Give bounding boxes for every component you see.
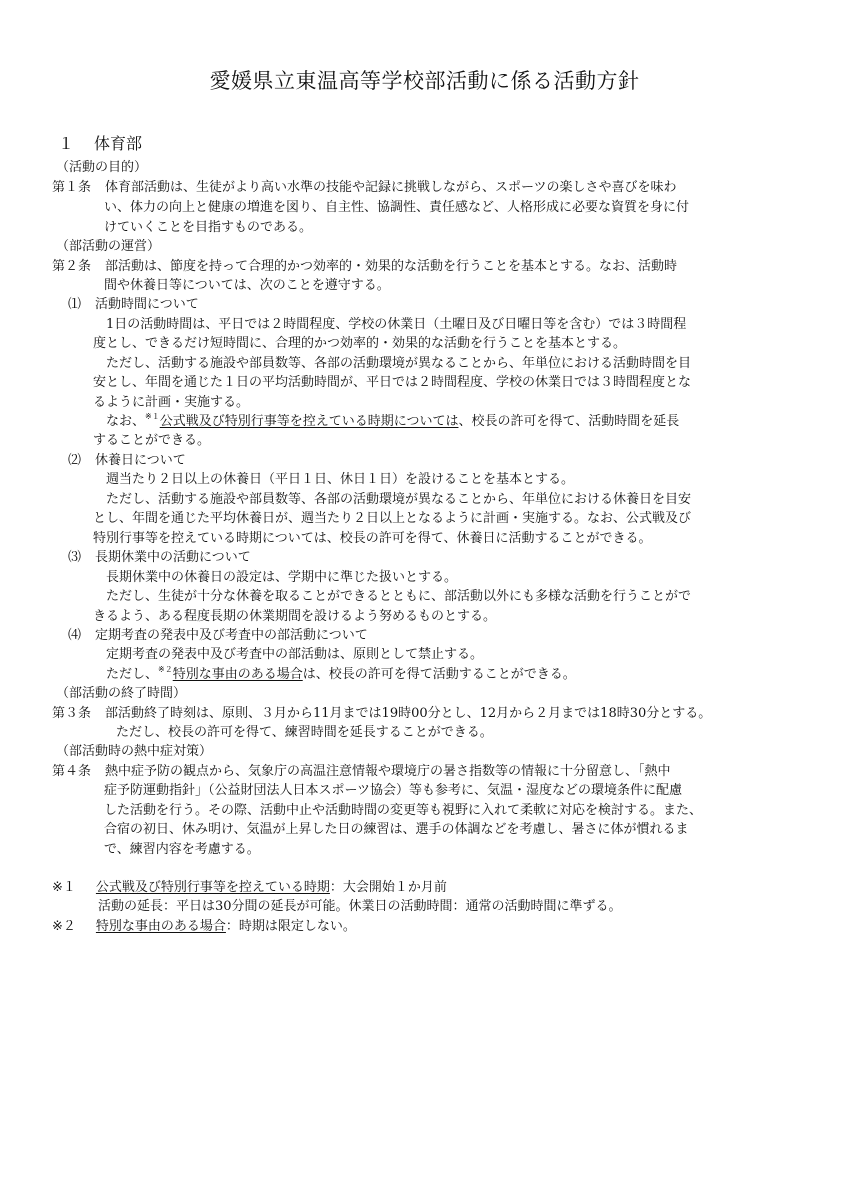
item-4-line-2-b: は、校長の許可を得て活動することができる。: [302, 667, 576, 682]
item-1-line-5: るように計画・実施する。: [93, 395, 250, 410]
article-1-text-1: 体育部活動は、生徒がより高い水準の技能や記録に挑戦しながら、スポーツの楽しさや喜びを味わ: [105, 180, 677, 195]
item-4-title: 定期考査の発表中及び考査中の部活動について: [95, 628, 368, 643]
item-3-number: ⑶: [68, 550, 82, 565]
note-2-line-1: [52, 917, 356, 937]
article-4-line-2: 症予防運動指針」（公益財団法人日本スポーツ協会）等も参考に、気温・湿度などの環境条件に配慮: [104, 783, 682, 798]
article-2-line-2: 間や休養日等については、次のことを遵守する。: [104, 278, 390, 293]
item-2-number: ⑵: [68, 453, 82, 468]
item-2-line-3: とし、年間を通じた平均休養日が、週当たり２日以上となるように計画・実施する。なお、公式戦及び: [93, 511, 692, 526]
item-4-line-2: [106, 665, 576, 685]
article-3-line-1: [52, 704, 711, 724]
article-2-line-1: [52, 257, 677, 277]
item-4-number: ⑷: [68, 628, 82, 643]
item-3-title: 長期休業中の活動について: [95, 550, 251, 565]
section-title: 体育部: [94, 134, 143, 153]
note-2-desc: ：時期は限定しない。: [225, 919, 356, 934]
item-4-line-1: 定期考査の発表中及び考査中の部活動は、原則として禁止する。: [106, 647, 484, 662]
item-1-title: 活動時間について: [95, 297, 199, 312]
article-4-number: 第４条: [52, 764, 92, 779]
note-2-mark: ※２: [52, 919, 76, 934]
article-1-line-3: けていくことを目指すものである。: [104, 220, 313, 235]
section-heading: [58, 134, 142, 154]
heading-purpose: （活動の目的）: [56, 160, 148, 175]
article-4-text-1: 熱中症予防の観点から、気象庁の高温注意情報や環境庁の暑さ指数等の情報に十分留意し、「熱中: [105, 764, 671, 779]
item-1-heading: [68, 295, 199, 315]
article-2-text-1: 部活動は、節度を持って合理的かつ効率的・効果的な活動を行うことを基本とする。なお、活動時: [105, 259, 678, 274]
item-1-line-6-b: 、校長の許可を得て、活動時間を延長: [458, 414, 680, 429]
item-4-heading: [68, 626, 368, 646]
item-1-line-6-a: なお、: [106, 414, 146, 429]
document-title: 愛媛県立東温高等学校部活動に係る活動方針: [209, 69, 640, 93]
item-1-line-1: 1日の活動時間は、平日では２時間程度、学校の休業日（土曜日及び日曜日等を含む）では３時間程: [106, 317, 687, 332]
item-1-line-6: [106, 412, 679, 432]
note-1-mark: ※１: [52, 880, 76, 895]
article-3-number: 第３条: [52, 706, 92, 721]
note-2-term: 特別な事由のある場合: [95, 919, 226, 934]
footnote-ref-1: ※１: [145, 412, 160, 421]
article-1-number: 第１条: [52, 180, 92, 195]
item-4-line-2-a: ただし、: [106, 667, 159, 682]
item-1-line-3: ただし、活動する施設や部員数等、各部の活動環境が異なることから、年単位における活動時間を目: [106, 356, 692, 371]
article-4-line-1: [52, 762, 671, 782]
item-1-line-4: 安とし、年間を通じた１日の平均活動時間が、平日では２時間程度、学校の休業日では３時間程度とな: [93, 375, 692, 390]
article-3-line-2: ただし、校長の許可を得て、練習時間を延長することができる。: [116, 725, 493, 740]
footnote-ref-2: ※２: [158, 665, 173, 674]
item-1-number: ⑴: [68, 297, 82, 312]
note-1-line-2: 活動の延長：平日は30分間の延長が可能。休業日の活動時間：通常の活動時間に準ずる。: [98, 899, 622, 914]
article-4-line-3: した活動を行う。その際、活動中止や活動時間の変更等も視野に入れて柔軟に対応を検討する。また、: [104, 803, 703, 818]
item-1-line-2: 度とし、できるだけ短時間に、合理的かつ効率的・効果的な活動を行うことを基本とする。: [93, 336, 627, 351]
heading-end-time: （部活動の終了時間）: [56, 686, 187, 701]
item-2-line-1: 週当たり２日以上の休養日（平日１日、休日１日）を設けることを基本とする。: [106, 472, 575, 487]
item-1-line-7: することができる。: [93, 433, 211, 448]
item-3-heading: [68, 548, 251, 568]
item-2-title: 休養日について: [95, 453, 186, 468]
item-3-line-1: 長期休業中の休養日の設定は、学期中に準じた扱いとする。: [106, 570, 458, 585]
note-1-desc: ：大会開始１か月前: [329, 880, 447, 895]
section-number: １: [58, 134, 75, 153]
note-1-line-1: [52, 878, 447, 898]
heading-operation: （部活動の運営）: [56, 239, 161, 254]
note-1-term: 公式戦及び特別行事等を控えている時期: [95, 880, 330, 895]
article-4-line-5: で、練習内容を考慮する。: [104, 842, 260, 857]
underlined-period-text: 公式戦及び特別行事等を控えている時期については: [159, 414, 459, 429]
article-4-line-4: 合宿の初日、休み明け、気温が上昇した日の練習は、選手の体調などを考慮し、暑さに体が慣れるま: [104, 822, 689, 837]
item-2-heading: [68, 451, 186, 471]
item-3-line-3: きるよう、ある程度長期の休業期間を設けるよう努めるものとする。: [93, 609, 497, 624]
item-2-line-4: 特別行事等を控えている時期については、校長の許可を得て、休養日に活動することができる。: [93, 531, 652, 546]
heading-heatstroke: （部活動時の熱中症対策）: [56, 744, 213, 759]
item-2-line-2: ただし、活動する施設や部員数等、各部の活動環境が異なることから、年単位における休養日を目安: [106, 492, 692, 507]
item-3-line-2: ただし、生徒が十分な休養を取ることができるとともに、部活動以外にも多様な活動を行うことがで: [106, 589, 692, 604]
underlined-special-case: 特別な事由のある場合: [172, 667, 303, 682]
article-1-line-2: い、体力の向上と健康の増進を図り、自主性、協調性、責任感など、人格形成に必要な資質を身に付: [104, 200, 690, 215]
article-2-number: 第２条: [52, 259, 92, 274]
article-3-text-1: 部活動終了時刻は、原則、３月から11月までは19時00分とし、12月から２月までは18時30分とする。: [105, 706, 712, 721]
article-1-line-1: [52, 178, 677, 198]
